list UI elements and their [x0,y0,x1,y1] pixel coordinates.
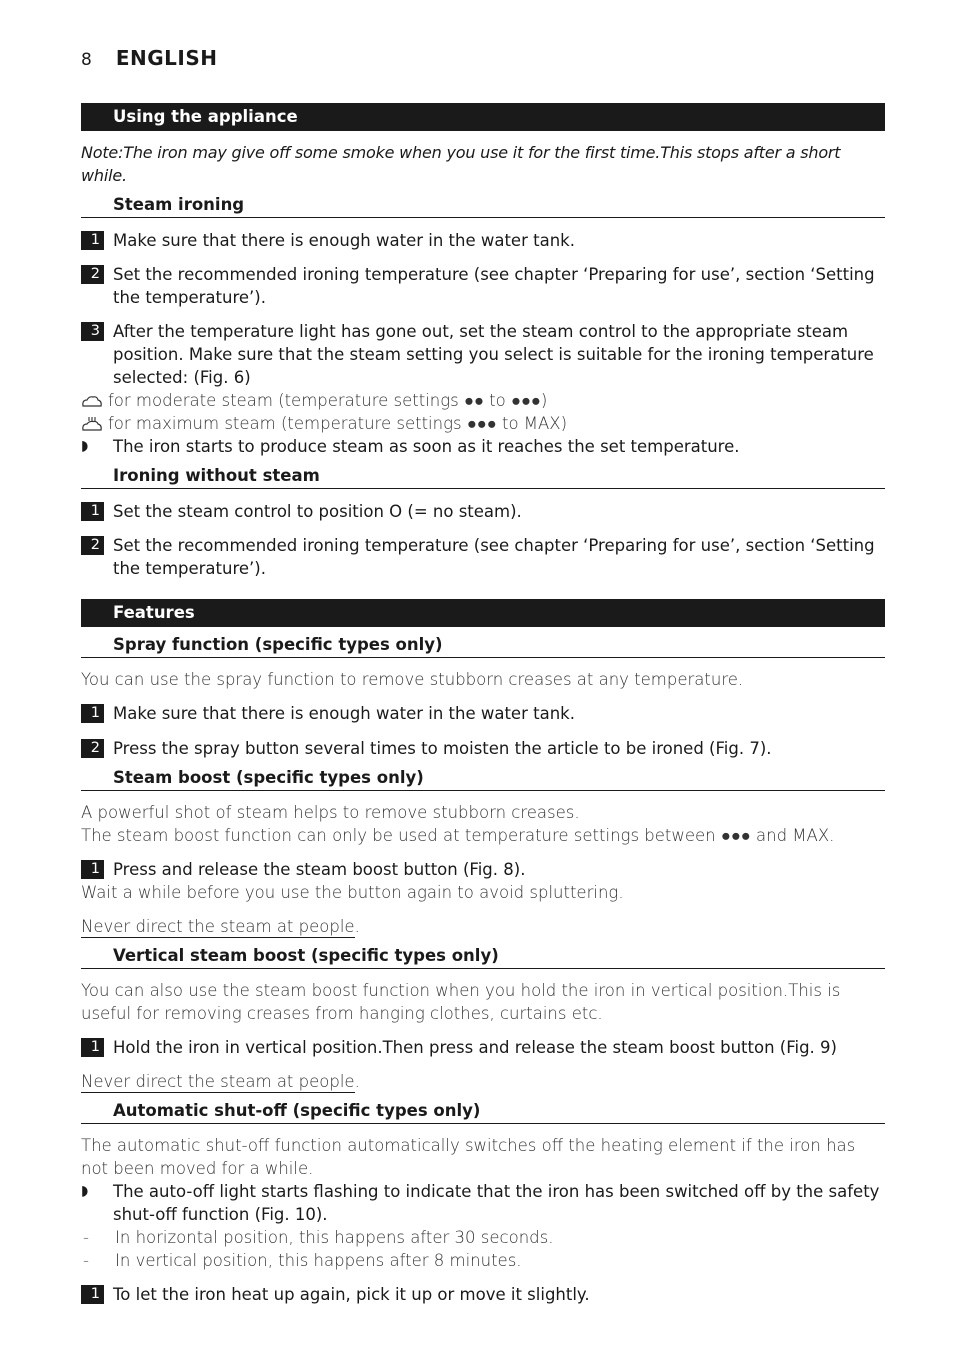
subheading-steam-ironing: Steam ironing [81,193,885,218]
warning-text: Never direct the steam at people [81,1072,355,1091]
page-content [81,103,885,1306]
note-text: Note:The iron may give off some smoke when you use it for the first time.This stops after a short while. [81,143,841,185]
result-text: The auto-off light starts flashing to indicate that the iron has been switched off by the safety shut-off function (Fig. 10). [113,1182,880,1224]
step-text: After the temperature light has gone out, set the steam control to the appropriate steam position. Make sure that the steam setting you select is suitable for the ironing temperature selected: (Fig. 6) [113,322,874,387]
step-text: Set the steam control to position O (= no steam). [113,502,522,521]
result-line [81,1180,885,1226]
step-number: 1 [81,1285,104,1304]
subheading-steam-boost: Steam boost (specific types only) [81,766,885,791]
step-text: Set the recommended ironing temperature (see chapter ‘Preparing for use’, section ‘Setting the temperature’). [113,265,875,307]
language-heading: ENGLISH [115,46,218,70]
step-number: 1 [81,1038,104,1057]
step-number: 2 [81,536,104,555]
result-text: The iron starts to produce steam as soon as it reaches the set temperature. [113,437,740,456]
step-number: 1 [81,502,104,521]
boost-intro-2: The steam boost function can only be used at temperature settings between ●●● and MAX. [81,826,835,845]
vertical-warning [81,1070,885,1093]
list-item [81,1226,885,1249]
step-text: Hold the iron in vertical position.Then press and release the steam boost button (Fig. 9) [113,1038,837,1057]
list-item [81,1249,885,1272]
section-heading-features: Features [81,599,885,627]
moderate-steam-line [81,389,885,412]
subheading-vertical-steam-boost: Vertical steam boost (specific types only) [81,944,885,969]
dash-bullet-icon: - [83,1251,89,1270]
boost-after-text: Wait a while before you use the button again to avoid spluttering. [81,883,624,902]
result-line [81,435,885,458]
step-text: To let the iron heat up again, pick it up or move it slightly. [113,1285,590,1304]
subheading-automatic-shut-off: Automatic shut-off (specific types only) [81,1099,885,1124]
maximum-steam-line [81,412,885,435]
vertical-intro: You can also use the steam boost function when you hold the iron in vertical position.This is useful for removing creases from hanging clothes, curtains etc. [81,981,841,1023]
list-item-text: In vertical position, this happens after 8 minutes. [115,1251,522,1270]
step-text: Press and release the steam boost button (Fig. 8). [113,860,526,879]
list-item-text: In horizontal position, this happens after 30 seconds. [115,1228,554,1247]
result-bullet-icon: ◗ [81,1183,89,1199]
section-heading-using: Using the appliance [81,103,885,131]
step-number: 3 [81,322,104,341]
step-item [81,534,885,580]
maximum-steam-text: for maximum steam (temperature settings ●●● to MAX) [108,414,568,433]
page-number: 8 [81,50,92,70]
step-number: 1 [81,704,104,723]
step-item [81,858,885,881]
steam-cloud-icon [81,389,108,412]
step-item [81,229,885,252]
warning-period: . [354,917,360,936]
step-number: 1 [81,860,104,879]
moderate-steam-text: for moderate steam (temperature settings ●● to ●●●) [108,391,548,410]
step-item [81,1036,885,1059]
spray-intro: You can use the spray function to remove stubborn creases at any temperature. [81,670,744,689]
boost-warning [81,915,885,938]
step-number: 2 [81,739,104,758]
step-item [81,702,885,725]
step-item [81,500,885,523]
subheading-ironing-without-steam: Ironing without steam [81,464,885,489]
step-text: Set the recommended ironing temperature (see chapter ‘Preparing for use’, section ‘Setting the temperature’). [113,536,875,578]
step-item [81,320,885,389]
step-item [81,263,885,309]
page-header [81,46,217,74]
step-number: 1 [81,231,104,250]
step-text: Make sure that there is enough water in the water tank. [113,231,575,250]
result-bullet-icon: ◗ [81,438,89,454]
warning-text: Never direct the steam at people [81,917,355,936]
step-item [81,737,885,760]
dash-bullet-icon: - [83,1228,89,1247]
step-item [81,1283,885,1306]
step-text: Make sure that there is enough water in the water tank. [113,704,575,723]
steam-max-icon [81,412,108,435]
boost-intro-1: A powerful shot of steam helps to remove stubborn creases. [81,803,580,822]
step-text: Press the spray button several times to moisten the article to be ironed (Fig. 7). [113,739,772,758]
warning-period: . [354,1072,360,1091]
autooff-intro: The automatic shut-off function automatically switches off the heating element if the iron has not been moved for a while. [81,1136,856,1178]
step-number: 2 [81,265,104,284]
subheading-spray-function: Spray function (specific types only) [81,633,885,658]
